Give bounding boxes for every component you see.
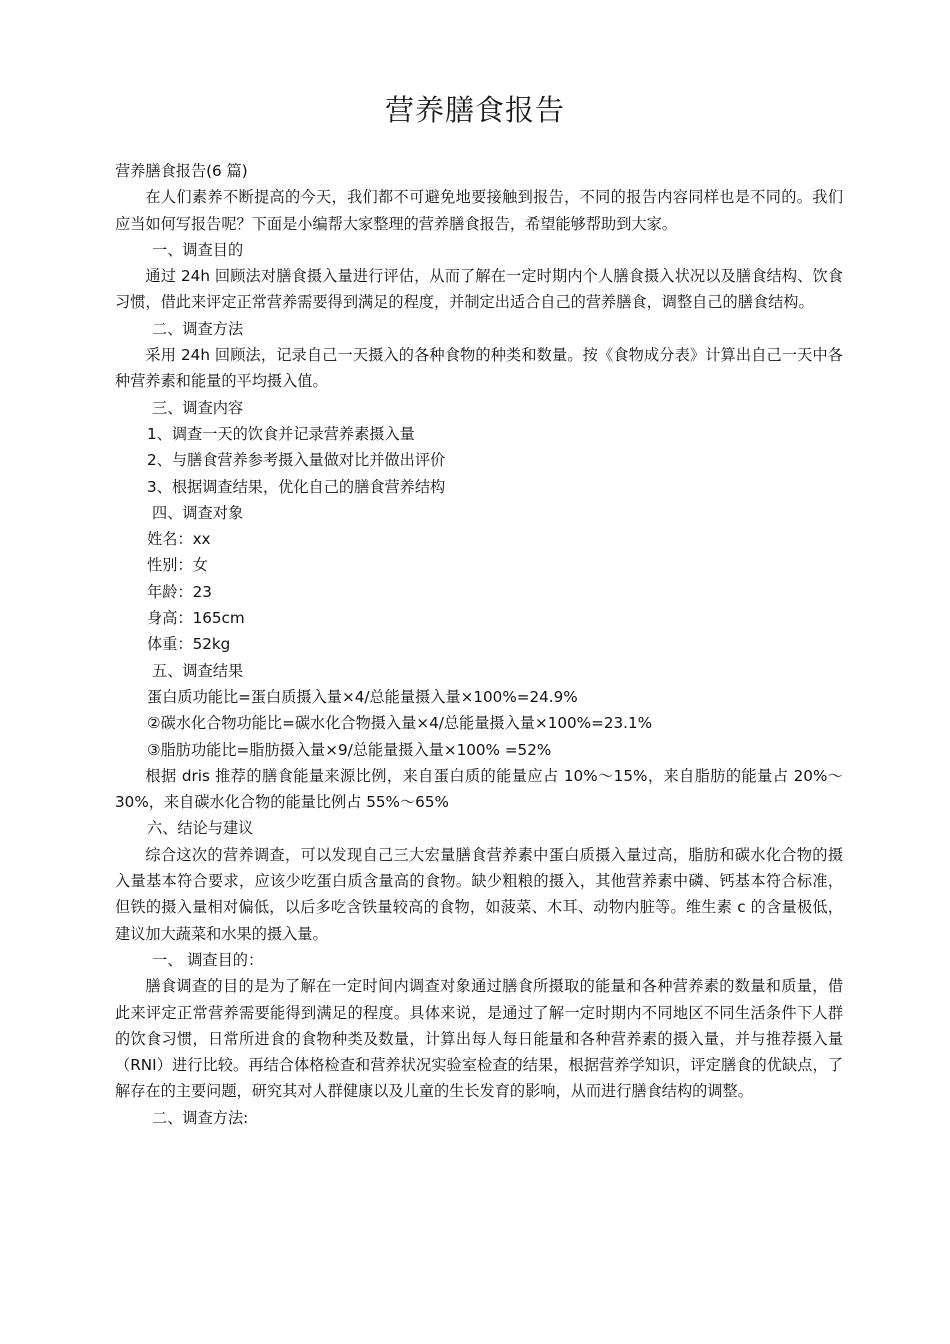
document-subtitle: 营养膳食报告(6 篇) <box>115 162 248 180</box>
section-heading: 一、 调查目的： <box>152 950 264 969</box>
list-item: 1、调查一天的饮食并记录营养素摄入量 <box>147 424 415 443</box>
body-paragraph: 综合这次的营养调查，可以发现自己三大宏量膳食营养素中蛋白质摄入量过高，脂肪和碳水化合物的摄入量基本符合要求，应该少吃蛋白质含量高的食物。缺少粗粮的摄入，其他营养素中磷、钙基本符合标准，但铁的摄入量相对偏低，以后多吃含铁量较高的食物，如菠菜、木耳、动物内脏等。维生素 c 的含量极低，建议加大蔬菜和水果的摄入量。 <box>115 845 843 943</box>
list-item: 2、与膳食营养参考摄入量做对比并做出评价 <box>147 451 446 470</box>
document-body <box>115 158 843 1131</box>
document-title: 营养膳食报告 <box>384 93 565 127</box>
section-heading: 四、调查对象 <box>152 503 244 522</box>
list-item: 六、结论与建议 <box>147 819 254 838</box>
list-item: 体重：52kg <box>147 635 231 654</box>
list-item: ②碳水化合物功能比=碳水化合物摄入量×4/总能量摄入量×100%=23.1% <box>147 714 653 733</box>
section-heading: 二、调查方法 <box>152 319 244 338</box>
list-item: 年龄：23 <box>147 582 212 601</box>
list-item: 性别：女 <box>147 556 208 575</box>
list-item: 身高：165cm <box>147 609 245 628</box>
list-item: 3、根据调查结果，优化自己的膳食营养结构 <box>147 477 446 496</box>
body-paragraph: 通过 24h 回顾法对膳食摄入量进行评估，从而了解在一定时期内个人膳食摄入状况以及膳食结构、饮食习惯，借此来评定正常营养需要得到满足的程度，并制定出适合自己的营养膳食，调整自己的膳食结构。 <box>115 267 843 312</box>
section-heading: 三、调查内容 <box>152 398 244 417</box>
body-paragraph: 膳食调查的目的是为了解在一定时间内调查对象通过膳食所摄取的能量和各种营养素的数量和质量，借此来评定正常营养需要能得到满足的程度。具体来说，是通过了解一定时期内不同地区不同生活条件下人群的饮食习惯，日常所进食的食物种类及数量，计算出每人每日能量和各种营养素的摄入量，并与推荐摄入量（RNI）进行比较。再结合体格检查和营养状况实验室检查的结果，根据营养学知识，评定膳食的优缺点，了解存在的主要问题，研究其对人群健康以及儿童的生长发育的影响，从而进行膳食结构的调整。 <box>115 977 843 1101</box>
section-heading: 二、调查方法: <box>152 1108 249 1127</box>
body-paragraph: 在人们素养不断提高的今天，我们都不可避免地要接触到报告，不同的报告内容同样也是不同的。我们应当如何写报告呢？下面是小编帮大家整理的营养膳食报告，希望能够帮助到大家。 <box>115 188 843 233</box>
section-heading: 五、调查结果 <box>152 661 244 680</box>
list-item: ③脂肪功能比=脂肪摄入量×9/总能量摄入量×100% =52% <box>147 740 552 759</box>
list-item: 姓名：xx <box>147 530 211 549</box>
list-item: 蛋白质功能比=蛋白质摄入量×4/总能量摄入量×100%=24.9% <box>147 687 578 706</box>
body-paragraph: 根据 dris 推荐的膳食能量来源比例，来自蛋白质的能量应占 10%～15%，来自脂肪的能量占 20%～30%，来自碳水化合物的能量比例占 55%～65% <box>115 766 843 812</box>
body-paragraph: 采用 24h 回顾法，记录自己一天摄入的各种食物的种类和数量。按《食物成分表》计算出自己一天中各种营养素和能量的平均摄入值。 <box>115 346 843 391</box>
section-heading: 一、调查目的 <box>152 240 244 259</box>
